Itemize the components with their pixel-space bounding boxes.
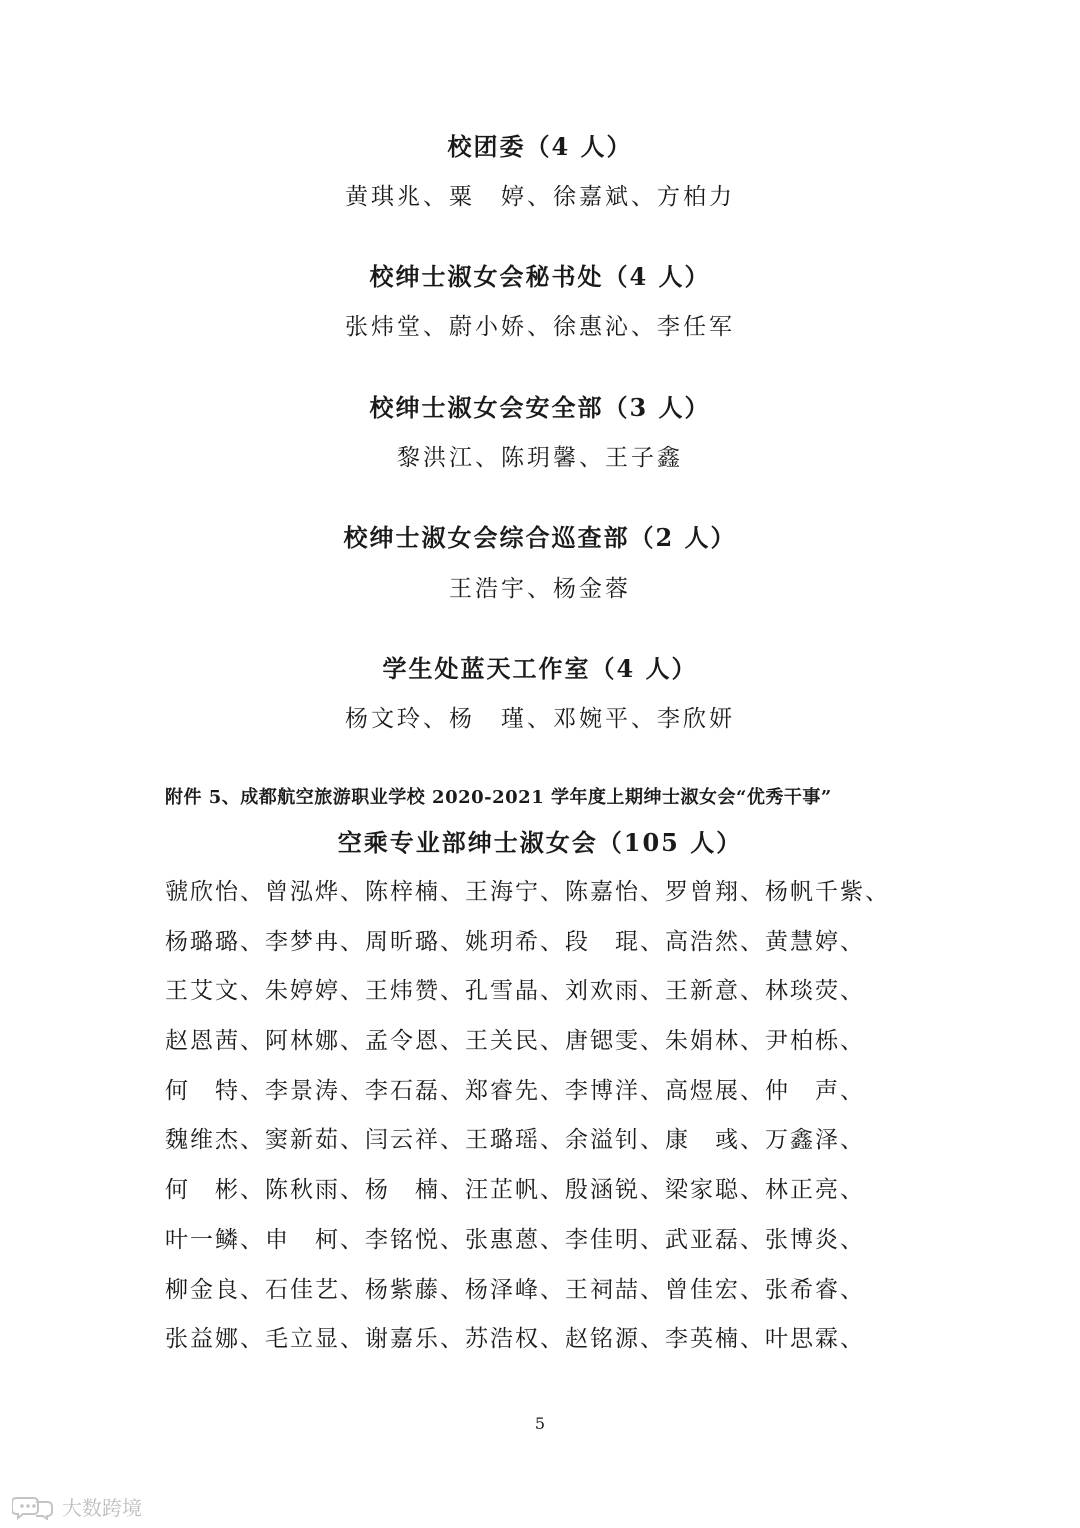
name-row: 杨璐璐、李梦冉、周昕璐、姚玥希、段 琨、高浩然、黄慧婷、 — [165, 928, 865, 955]
section-names-blue-sky-studio: 杨文玲、杨 瑾、邓婉平、李欣妍 — [345, 706, 735, 732]
name-row: 赵恩茜、阿林娜、孟令恩、王关民、唐锶雯、朱娟林、尹柏栎、 — [165, 1028, 865, 1055]
name-row: 叶一鳞、申 柯、李铭悦、张惠蒽、李佳明、武亚磊、张博炎、 — [165, 1226, 865, 1253]
watermark-text: 大数跨境 — [62, 1496, 142, 1520]
page-number: 5 — [534, 1414, 546, 1433]
name-row: 何 彬、陈秋雨、杨 楠、汪芷帆、殷涵锐、梁家聪、林正亮、 — [165, 1177, 865, 1204]
name-row: 何 特、李景涛、李石磊、郑睿先、李博洋、高煜展、仲 声、 — [165, 1077, 865, 1104]
attachment-heading: 附件 5、成都航空旅游职业学校 2020-2021 学年度上期绅士淑女会“优秀干事” — [165, 787, 832, 808]
attachment-subheading: 空乘专业部绅士淑女会（105 人） — [337, 828, 743, 857]
section-title-secretariat: 校绅士淑女会秘书处（4 人） — [369, 262, 711, 291]
chat-bubble-logo-icon — [12, 1494, 56, 1520]
watermark — [12, 1492, 142, 1521]
section-title-school-youth-league: 校团委（4 人） — [447, 132, 633, 161]
name-row: 张益娜、毛立显、谢嘉乐、苏浩权、赵铭源、李英楠、叶思霖、 — [165, 1326, 865, 1353]
section-names-school-youth-league: 黄琪兆、粟 婷、徐嘉斌、方柏力 — [345, 184, 735, 210]
section-names-security-dept: 黎洪江、陈玥馨、王子鑫 — [397, 445, 683, 471]
name-row: 虢欣怡、曾泓烨、陈梓楠、王海宁、陈嘉怡、罗曾翔、杨帆千紫、 — [165, 879, 890, 905]
name-row: 柳金良、石佳艺、杨紫藤、杨泽峰、王祠喆、曾佳宏、张希睿、 — [165, 1276, 865, 1303]
section-title-patrol-dept: 校绅士淑女会综合巡查部（2 人） — [343, 523, 737, 552]
name-row: 魏维杰、窦新茹、闫云祥、王璐瑶、余溢钊、康 彧、万鑫泽、 — [165, 1127, 865, 1154]
section-title-blue-sky-studio: 学生处蓝天工作室（4 人） — [382, 654, 698, 683]
section-names-secretariat: 张炜堂、蔚小娇、徐惠沁、李任军 — [345, 314, 735, 340]
section-names-patrol-dept: 王浩宇、杨金蓉 — [449, 576, 631, 602]
section-title-security-dept: 校绅士淑女会安全部（3 人） — [369, 393, 711, 422]
name-row: 王艾文、朱婷婷、王炜赞、孔雪晶、刘欢雨、王新意、林琰荧、 — [165, 978, 865, 1005]
name-list — [165, 874, 925, 1371]
